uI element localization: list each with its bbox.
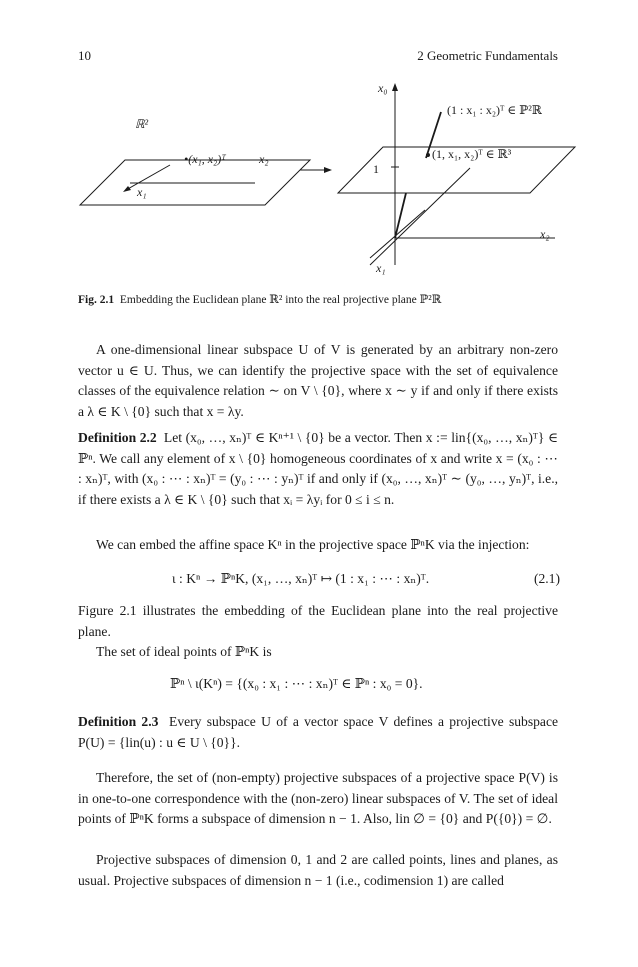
right-point-label: (1, x₁, x₂)ᵀ ∈ ℝ³ bbox=[432, 147, 512, 161]
equation-ideal-points: ℙⁿ \ ι(Kⁿ) = {(x₀ : x₁ : ⋯ : xₙ)ᵀ ∈ ℙⁿ : x₀ = 0}. bbox=[170, 676, 423, 691]
right-x2-label: x₂ bbox=[540, 227, 550, 241]
right-proj-label: (1 : x₁ : x₂)ᵀ ∈ ℙ²ℝ bbox=[447, 103, 542, 117]
definition-2-3 bbox=[78, 712, 558, 753]
figure-embedding bbox=[0, 70, 638, 285]
paragraph-figure-ref: Figure 2.1 illustrates the embedding of the Euclidean plane into the real projective plane. bbox=[78, 603, 558, 639]
equation-injection: ι : Kⁿ → ℙⁿK, (x₁, …, xₙ)ᵀ ↦ (1 : x₁ : ⋯ : xₙ)ᵀ. bbox=[172, 571, 430, 586]
caption-text: Embedding the Euclidean plane ℝ² into the real projective plane ℙ²ℝ bbox=[119, 294, 442, 306]
page-number: 10 bbox=[78, 48, 91, 63]
right-diag-axis bbox=[370, 168, 470, 265]
left-x1-label: x₁ bbox=[137, 185, 147, 199]
left-x1-axis bbox=[126, 165, 170, 190]
right-x1-label: x₁ bbox=[376, 261, 386, 275]
definition-label: Definition 2.3 bbox=[78, 714, 159, 729]
right-x0-label: x₀ bbox=[378, 81, 388, 95]
definition-label: Definition 2.2 bbox=[78, 430, 157, 445]
definition-text: Let (x₀, …, xₙ)ᵀ ∈ Kⁿ⁺¹ \ {0} be a vector. Then x := lin{(x₀, …, xₙ)ᵀ} ∈ ℙⁿ. We call any element of x \ {0} homogeneous coordinates of x and write x = (x₀ : ⋯ : xₙ)ᵀ, with (x₀ : ⋯ : xₙ)ᵀ = (y₀ : ⋯ : yₙ)ᵀ if and only if (x₀, …, xₙ)ᵀ ∼ (y₀, …, yₙ)ᵀ, i.e., if there exists a λ ∈ K \ {0} such that xᵢ = λyᵢ for 0 ≤ i ≤ n. bbox=[78, 430, 559, 507]
paragraph-correspondence: Therefore, the set of (non-empty) projective subspaces of a projective space P(V) is in one-to-one correspondence with the (non-zero) linear subspaces of V. The set of ideal points of ℙⁿK forms a subspace of dimension n − 1. Also, lin ∅ = {0} and P({0}) = ∅. bbox=[78, 770, 558, 826]
paragraph-subspaces: Projective subspaces of dimension 0, 1 and 2 are called points, lines and planes, as usual. Projective subspaces of dimension n − 1 (i.e., codimension 1) are called bbox=[78, 852, 558, 888]
definition-2-2 bbox=[78, 428, 558, 510]
right-x1-axis bbox=[370, 210, 425, 258]
paragraph-ideal: The set of ideal points of ℙⁿK is bbox=[96, 644, 272, 659]
equation-number: (2.1) bbox=[533, 571, 560, 586]
right-tick-label: 1 bbox=[373, 162, 379, 176]
caption-label: Fig. 2.1 bbox=[78, 294, 115, 306]
left-x2-label: x₂ bbox=[259, 152, 269, 166]
left-point-label: •(x₁, x₂)ᵀ bbox=[184, 152, 226, 166]
paragraph-embed: We can embed the affine space Kⁿ in the projective space ℙⁿK via the injection: bbox=[96, 537, 530, 552]
definition-text: Every subspace U of a vector space V defines a projective subspace P(U) = {lin(u) : u ∈ U \ {0}}. bbox=[78, 714, 559, 750]
figure-caption bbox=[78, 292, 441, 306]
left-space-label: ℝ² bbox=[135, 117, 149, 131]
running-header: 2 Geometric Fundamentals bbox=[417, 48, 558, 63]
paragraph-1: A one-dimensional linear subspace U of V is generated by an arbitrary non-zero vector u ∈ U. Thus, we can identify the projective space with the set of equivalence classes of the equivalence relation ∼ on V \ {0}, where x ∼ y if and only if there exists a λ ∈ K \ {0} such that x = λy. bbox=[78, 342, 558, 419]
